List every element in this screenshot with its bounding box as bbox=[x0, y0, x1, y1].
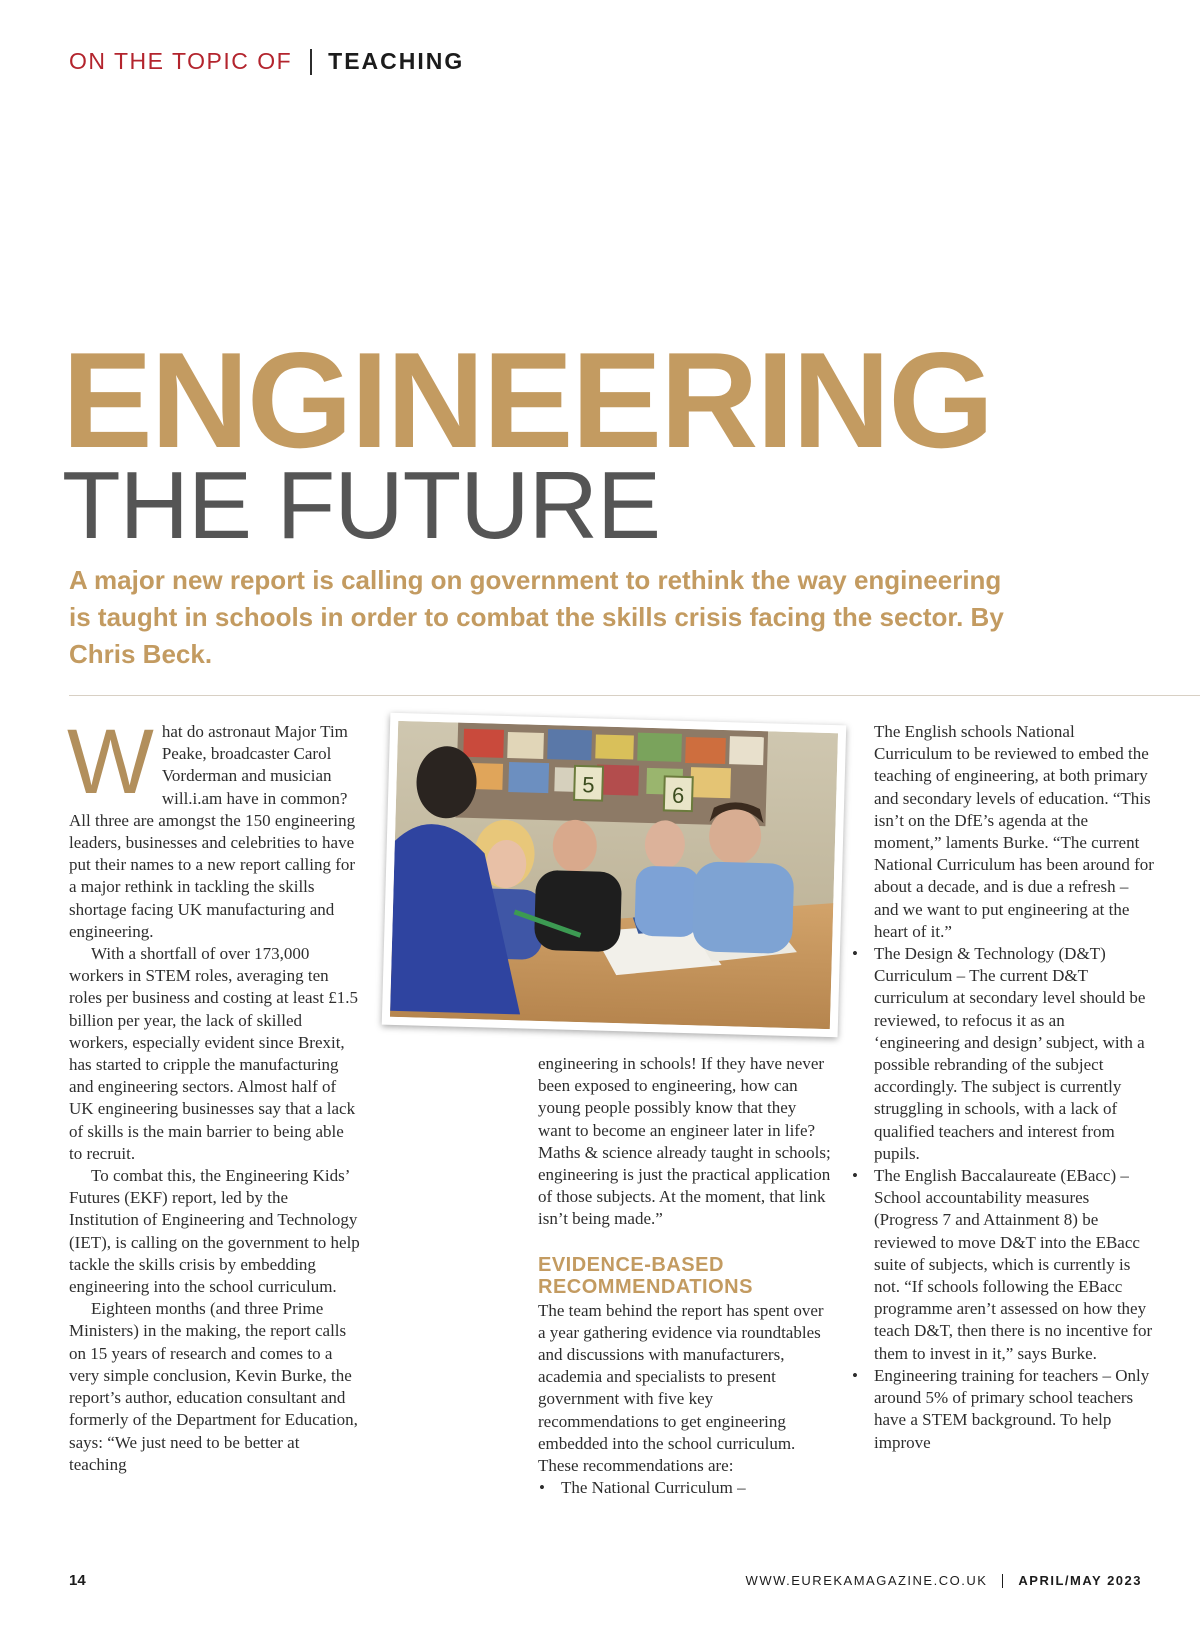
topic-divider bbox=[310, 49, 312, 75]
page-footer bbox=[746, 1573, 1142, 1588]
topic-label: ON THE TOPIC OF bbox=[69, 48, 293, 74]
body-paragraph: The team behind the report has spent over a year gathering evidence via roundtables and discussions with manufacturers, academia and specialists to present government with five key recommendations to get engineering embedded into the school curriculum. These recommendations are: bbox=[538, 1300, 824, 1476]
photo-sign-6: 6 bbox=[671, 782, 685, 808]
photo-sign-5: 5 bbox=[582, 772, 595, 798]
body-paragraph: To combat this, the Engineering Kids’ Futures (EKF) report, led by the Institution of Engineering and Technology (IET), is calling on the government to help tackle the skills crisis by embedding engineering into the school curriculum. bbox=[69, 1166, 360, 1297]
page-number: 14 bbox=[69, 1572, 86, 1589]
list-item: • The English Baccalaureate (EBacc) – School accountability measures (Progress 7 and Attainment 8) be reviewed to move D&T into the EBacc suite of subjects, which is currently is not. “If schools following the EBacc programme aren’t assessed on how they teach D&T, then there is no incentive for them to invest in it,” says Burke. bbox=[851, 1165, 1154, 1365]
drop-cap: W bbox=[67, 711, 154, 813]
headline-secondary: THE FUTURE bbox=[62, 452, 660, 559]
recommendations-list bbox=[851, 943, 1154, 1454]
classroom-photo-image bbox=[390, 721, 838, 1029]
subheading: EVIDENCE-BASED RECOMMENDATIONS bbox=[538, 1253, 753, 1298]
standfirst: A major new report is calling on government to rethink the way engineering is taught in schools in order to combat the skills crisis facing the sector. By Chris Beck. bbox=[69, 565, 1004, 669]
footer-divider bbox=[1002, 1574, 1003, 1588]
article-photo bbox=[382, 713, 847, 1038]
body-paragraph: Eighteen months (and three Prime Ministers) in the making, the report calls on 15 years of research and comes to a very simple conclusion, Kevin Burke, the report’s author, education consultant and formerly of the Department for Education, says: “We just need to be better at teaching bbox=[69, 1299, 358, 1474]
column-3 bbox=[874, 721, 1154, 1454]
divider-rule bbox=[69, 695, 1200, 696]
list-item-continued: The English schools National Curriculum to be reviewed to embed the teaching of engineering, at both primary and secondary levels of education. “This isn’t on the DfE’s agenda at the moment,” laments Burke. “The current National Curriculum has been around for about a decade, and is due a refresh – and we want to put engineering at the heart of it.” bbox=[874, 722, 1154, 941]
body-paragraph: With a shortfall of over 173,000 workers in STEM roles, averaging ten roles per business and costing at least £1.5 billion per year, the lack of skilled workers, especially evident since Brexit, has started to cripple the manufacturing and engineering sectors. Almost half of UK engineering businesses say that a lack of skills is the main barrier to being able to recruit. bbox=[69, 944, 358, 1163]
column-2 bbox=[538, 1053, 833, 1499]
column-1 bbox=[67, 711, 361, 1476]
list-item: • The Design & Technology (D&T) Curriculum – The current D&T curriculum at secondary level should be reviewed, to refocus it as an ‘engineering and design’ subject, with a possible rebranding of the subject accordingly. The subject is currently struggling in schools, with a lack of qualified teachers and interest from pupils. bbox=[851, 943, 1154, 1165]
recommendations-list bbox=[538, 1477, 833, 1499]
body-paragraph: engineering in schools! If they have never been exposed to engineering, how can young people possibly know that they want to become an engineer later in life? Maths & science already taught in schools; engineering is just the practical application of those subjects. At the moment, that link isn’t being made.” bbox=[538, 1054, 831, 1229]
website-url: WWW.EUREKAMAGAZINE.CO.UK bbox=[745, 1573, 988, 1588]
paragraph-text: hat do astronaut Major Tim Peake, broadcaster Carol Vorderman and musician will.i.am have in common? All three are amongst the 150 engineering leaders, businesses and celebrities to have put their names to a new report calling for a major rethink in tackling the skills shortage facing UK manufacturing and engineering. bbox=[69, 722, 356, 941]
list-item: • Engineering training for teachers – Only around 5% of primary school teachers have a STEM background. To help improve bbox=[851, 1365, 1154, 1454]
list-item: • The National Curriculum – bbox=[538, 1477, 833, 1499]
headline-main: ENGINEERING bbox=[62, 324, 993, 476]
topic-name: TEACHING bbox=[328, 48, 465, 74]
body-paragraph bbox=[67, 711, 361, 943]
issue-date: APRIL/MAY 2023 bbox=[1018, 1573, 1142, 1588]
section-header bbox=[69, 48, 464, 75]
